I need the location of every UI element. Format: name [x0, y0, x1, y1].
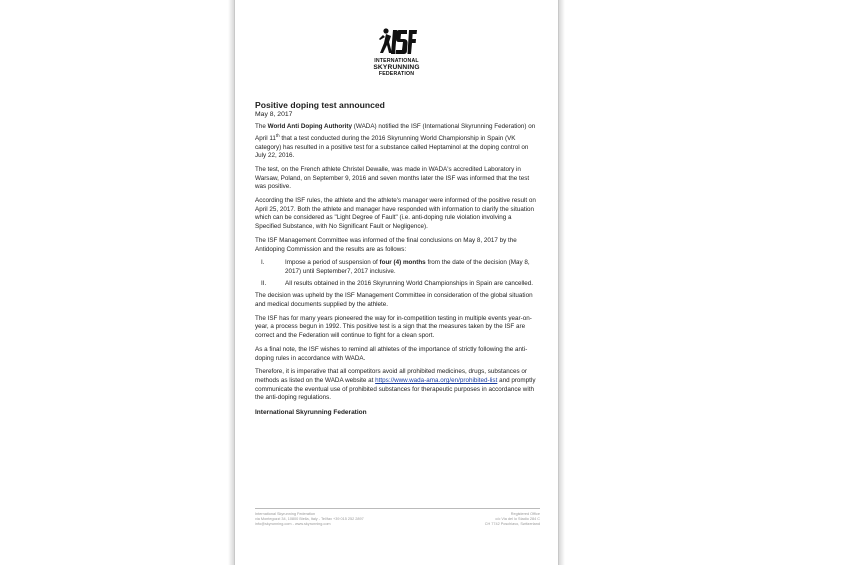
signature: International Skyrunning Federation	[255, 409, 367, 417]
footer-right-line: c/o Via del lo Stadio 284 C	[495, 517, 540, 521]
paragraph-prohibited-list	[255, 368, 537, 403]
footer-left-line: International Skyrunning Federation	[255, 512, 316, 516]
list-item-text	[285, 259, 537, 276]
list-item-text: All results obtained in the 2016 Skyrunning World Championships in Spain are cancelled.	[285, 279, 534, 287]
article-body	[255, 100, 537, 416]
paragraph-final-note: As a final note, the ISF wishes to remind all athletes of the importance of strictly following the anti-doping rules in accordance with WADA.	[255, 345, 528, 362]
list-item	[255, 259, 537, 276]
footer-left-line: info@skyrunning.com - www.skyrunning.com	[255, 522, 331, 526]
document-page	[234, 0, 559, 565]
p1-text-mid: (WADA) notified the ISF (International Skyrunning Federation) on April 11	[255, 123, 536, 142]
article-date: May 8, 2017	[255, 111, 293, 118]
p1-text-pre: The	[255, 123, 268, 130]
p8-text-pre: Therefore, it is imperative that all competitors avoid all prohibited medicines, drugs, substances or methods as listed on the WADA website at	[255, 368, 527, 384]
footer-left-line: via Montegozzi 34, 10800 Biella, Italy - Tel/fax +39 015 252 2897	[255, 517, 364, 521]
page-shadow-right	[559, 0, 565, 565]
footer-address-right	[485, 512, 540, 527]
wada-prohibited-list-link[interactable]: https://www.wada-ama.org/en/prohibited-list	[375, 376, 498, 384]
p1-text-post: that a test conducted during the 2016 Skyrunning World Championship in Spain (VK category) has resulted in a positive test for a substance called Heptaminol at the doping control on July 22, 2016.	[255, 134, 529, 160]
footer-address-left	[255, 512, 364, 527]
list-item-bold: four (4) months	[379, 259, 426, 267]
paragraph-management-committee: The ISF Management Committee was informed of the final conclusions on May 8, 2017 by the Antidoping Commission and the results are as follows:	[255, 236, 517, 253]
paragraph-wada-notification	[255, 123, 537, 161]
paragraph-isf-rules: According the ISF rules, the athlete and the athlete's manager were informed of the positive result on April 25, 2017. Both the athlete and manager have responded with information to clarify the situation which can be considered as "Light Degree of Fault" (i.e. anti-doping rule violation involving a Specified Substance, with No Significant Fault or Negligence).	[255, 197, 536, 231]
logo-line-skyrunning: SKYRUNNING	[373, 64, 420, 71]
paragraph-test-details: The test, on the French athlete Christel Dewalle, was made in WADA's accredited Laboratory in Warsaw, Poland, on September 9, 2016 and seven months later the ISF was informed that the test was positive.	[255, 165, 530, 191]
paragraph-isf-pioneered: The ISF has for many years pioneered the way for in-competition testing in multiple events year-on-year, a process begun in 1992. This positive test is a sign that the measures taken by the ISF are correct and the Federation will continue to fight for a clean sport.	[255, 314, 532, 340]
article-title: Positive doping test announced	[255, 100, 385, 110]
list-item-text-pre: Impose a period of suspension of	[285, 259, 380, 267]
list-item-number: I.	[261, 259, 265, 267]
p1-superscript: th	[275, 132, 280, 138]
isf-logo	[235, 26, 558, 77]
list-item-number: II.	[261, 279, 267, 287]
list-item	[255, 280, 537, 289]
page-footer	[255, 508, 540, 527]
logo-line-international: INTERNATIONAL	[374, 58, 419, 64]
p8-text-post: and promptly communicate the eventual use of prohibited substances for therapeutic purposes in accordance with the anti-doping regulations.	[255, 376, 536, 402]
list-item-text-post: from the date of the decision (May 8, 2017) until September7, 2017 inclusive.	[285, 259, 530, 275]
sfx-logo-icon	[377, 26, 417, 58]
p1-bold-wada: World Anti Doping Authority	[267, 123, 353, 130]
results-list	[255, 259, 537, 288]
footer-right-line: Registered Office	[510, 512, 540, 516]
footer-right-line: CH 7742 Poschiavo, Switzerland	[484, 522, 540, 526]
logo-line-federation: FEDERATION	[378, 71, 415, 77]
paragraph-decision-upheld: The decision was upheld by the ISF Management Committee in consideration of the global situation and medical documents supplied by the athlete.	[255, 292, 533, 309]
